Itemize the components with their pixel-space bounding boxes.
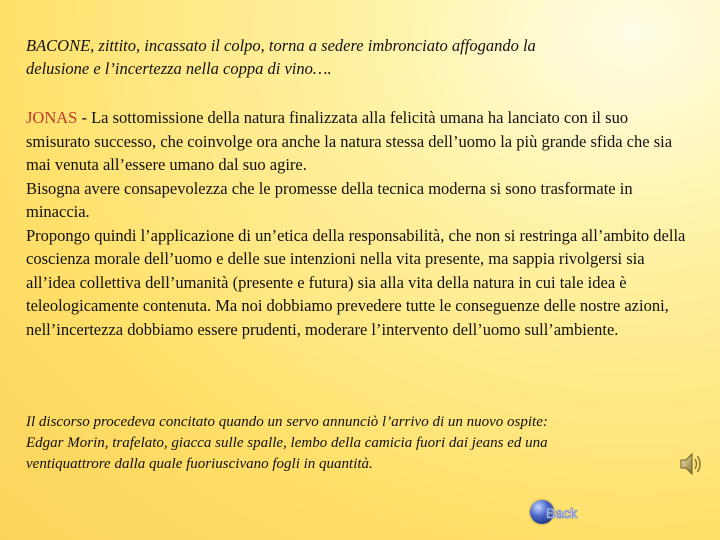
narration-line: Edgar Morin, trafelato, giacca sulle spalle, lembo della camicia fuori dai jeans ed una bbox=[26, 435, 548, 451]
narration-paragraph bbox=[26, 412, 676, 475]
speech-paragraph bbox=[26, 106, 692, 177]
back-button[interactable] bbox=[530, 500, 590, 526]
back-label: Back bbox=[546, 505, 578, 521]
intro-paragraph bbox=[26, 34, 686, 80]
intro-line: BACONE, zittito, incassato il colpo, torna a sedere imbronciato affogando la bbox=[26, 36, 536, 55]
intro-line: delusione e l’incertezza nella coppa di vino…. bbox=[26, 59, 332, 78]
speaker-name: JONAS bbox=[26, 108, 78, 127]
speech-text: - La sottomissione della natura finalizzata alla felicità umana ha lanciato con il suo smisurato successo, che coinvolge ora anche la natura stessa dell’uomo la più grande sfida che sia mai venuta all’essere umano dal suo agire. bbox=[26, 108, 673, 174]
speech-paragraph: Bisogna avere consapevolezza che le promesse della tecnica moderna si sono trasformate in minaccia. bbox=[26, 178, 633, 221]
narration-line: Il discorso procedeva concitato quando un servo annunciò l’arrivo di un nuovo ospite: bbox=[26, 414, 548, 430]
speaker-icon[interactable] bbox=[678, 450, 704, 478]
speech-paragraph: Propongo quindi l’applicazione di un’etica della responsabilità, che non si restringa all’ambito della coscienza morale dell’uomo e delle sue intenzioni nella vita presente, ma sappia rivolgersi sia all’idea collettiva dell’umanità (presente e futura) sia alla vita della natura in cui tale idea è teleologicamente contenuta. Ma noi dobbiamo prevedere tutte le conseguenze delle nostre azioni, nell’incertezza dobbiamo essere prudenti, moderare l’intervento dell’uomo sull’ambiente. bbox=[26, 225, 686, 339]
jonas-speech bbox=[26, 106, 692, 341]
narration-line: ventiquattrore dalla quale fuoriuscivano fogli in quantità. bbox=[26, 456, 373, 472]
